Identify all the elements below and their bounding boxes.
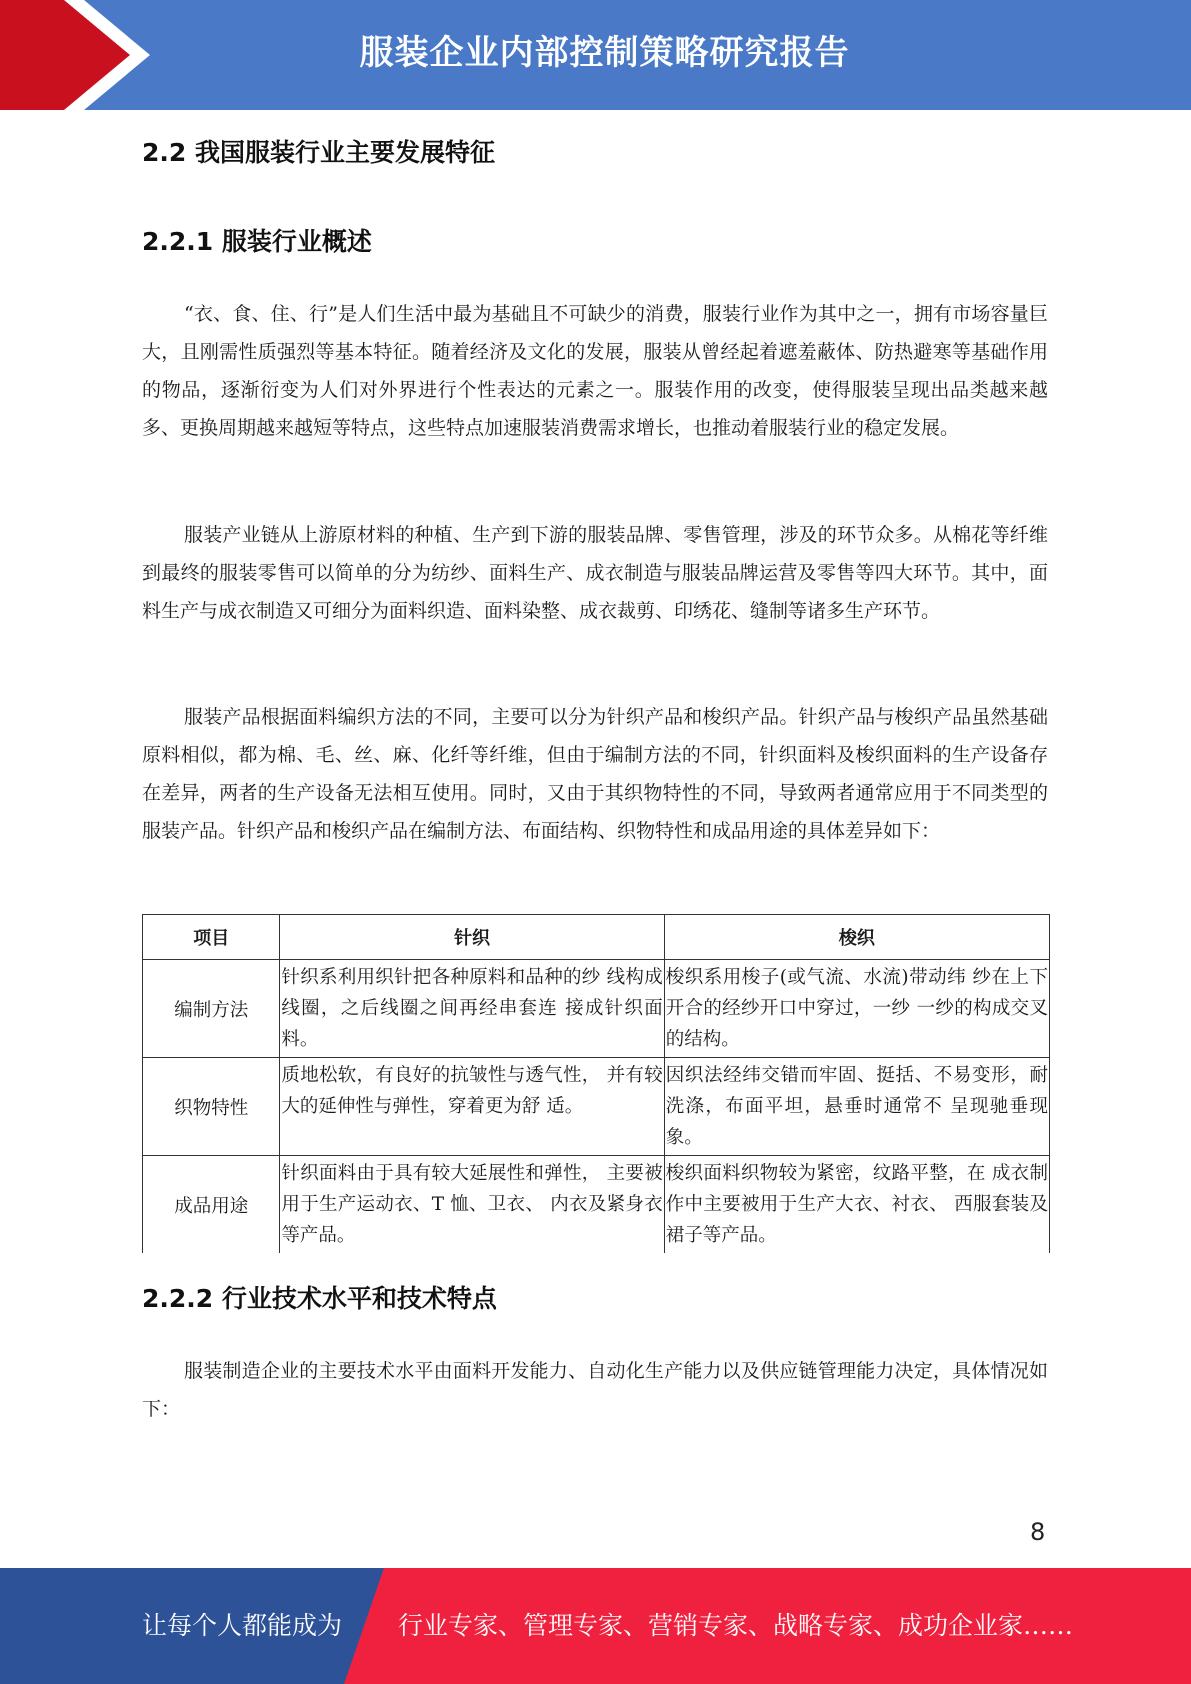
page-number: 8: [1030, 1518, 1046, 1546]
table-cell-item: 编制方法: [143, 960, 280, 1058]
table-header-row: [143, 915, 1050, 960]
section-heading: 2.2 我国服装行业主要发展特征: [142, 138, 495, 167]
report-title: 服装企业内部控制策略研究报告: [359, 33, 850, 73]
table-cell-woven: 梭织面料织物较为紧密，纹路平整，在 成衣制作中主要被用于生产大衣、衬衣、 西服套装及裙子等产品。: [664, 1156, 1049, 1254]
table-header-item: 项目: [143, 915, 280, 960]
subsection-heading-technology: 2.2.2 行业技术水平和技术特点: [142, 1284, 497, 1313]
paragraph-3: 服装产品根据面料编织方法的不同，主要可以分为针织产品和梭织产品。针织产品与梭织产品虽然基础原料相似，都为棉、毛、丝、麻、化纤等纤维，但由于编制方法的不同，针织面料及梭织面料的生产设备存在差异，两者的生产设备无法相互使用。同时，又由于其织物特性的不同，导致两者通常应用于不同类型的服装产品。针织产品和梭织产品在编制方法、布面结构、织物特性和成品用途的具体差异如下：: [142, 706, 1048, 842]
table-cell-item: 织物特性: [143, 1058, 280, 1156]
table-cell-knit: 针织面料由于具有较大延展性和弹性， 主要被用于生产运动衣、T 恤、卫衣、 内衣及紧身衣等产品。: [280, 1156, 664, 1254]
paragraph-4: 服装制造企业的主要技术水平由面料开发能力、自动化生产能力以及供应链管理能力决定，具体情况如下：: [142, 1360, 1048, 1420]
table-cell-knit: 质地松软，有良好的抗皱性与透气性， 并有较大的延伸性与弹性，穿着更为舒 适。: [280, 1058, 664, 1156]
table-header-knit: 针织: [280, 915, 664, 960]
page-footer: [0, 1568, 1191, 1684]
table-row: [143, 1058, 1050, 1156]
table-cell-woven: 梭织系用梭子(或气流、水流)带动纬 纱在上下开合的经纱开口中穿过，一纱 一纱的构成交叉的结构。: [664, 960, 1049, 1058]
paragraph-2: 服装产业链从上游原材料的种植、生产到下游的服装品牌、零售管理，涉及的环节众多。从棉花等纤维到最终的服装零售可以简单的分为纺纱、面料生产、成衣制造与服装品牌运营及零售等四大环节。其中，面料生产与成衣制造又可细分为面料织造、面料染整、成衣裁剪、印绣花、缝制等诸多生产环节。: [142, 524, 1048, 622]
footer-slogan-right: 行业专家、管理专家、营销专家、战略专家、成功企业家……: [398, 1611, 1074, 1640]
subsection-heading-overview: 2.2.1 服装行业概述: [142, 227, 372, 256]
knit-woven-comparison-table: [142, 914, 1050, 1253]
table-row: [143, 960, 1050, 1058]
footer-slogan-left: 让每个人都能成为: [142, 1611, 343, 1640]
page-header: [0, 0, 1191, 110]
table-cell-knit: 针织系利用织针把各种原料和品种的纱 线构成线圈，之后线圈之间再经串套连 接成针织面料。: [280, 960, 664, 1058]
table-header-woven: 梭织: [664, 915, 1049, 960]
table-cell-item: 成品用途: [143, 1156, 280, 1254]
table-cell-woven: 因织法经纬交错而牢固、挺括、不易变形，耐洗涤，布面平坦，悬垂时通常不 呈现驰垂现象。: [664, 1058, 1049, 1156]
table-row: [143, 1156, 1050, 1254]
paragraph-1: “衣、食、住、行”是人们生活中最为基础且不可缺少的消费，服装行业作为其中之一，拥有市场容量巨大，且刚需性质强烈等基本特征。随着经济及文化的发展，服装从曾经起着遮羞蔽体、防热避寒等基础作用的物品，逐渐衍变为人们对外界进行个性表达的元素之一。服装作用的改变，使得服装呈现出品类越来越多、更换周期越来越短等特点，这些特点加速服装消费需求增长，也推动着服装行业的稳定发展。: [142, 303, 1048, 439]
